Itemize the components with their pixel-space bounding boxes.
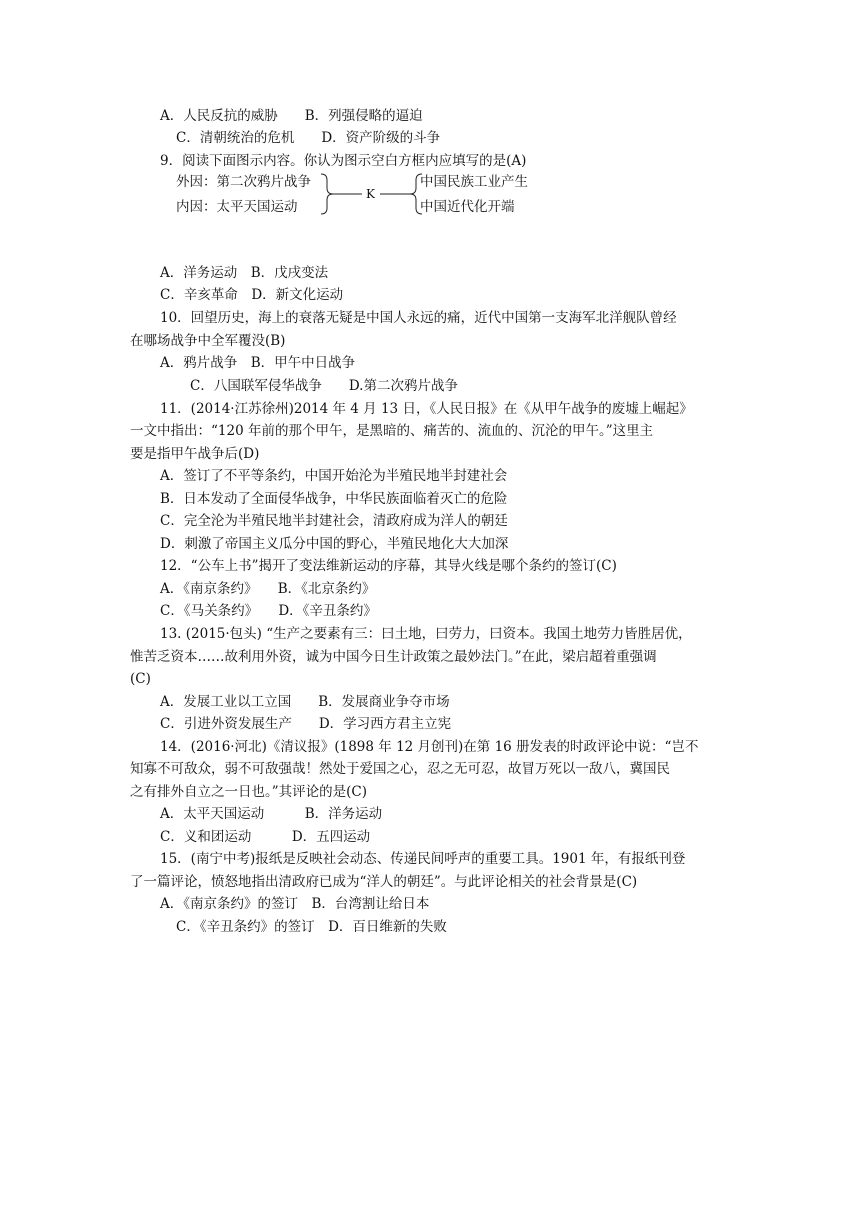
q15-stem-line1: 15．(南宁中考)报纸是反映社会动态、传递民间呼声的重要工具。1901 年，有报纸刊登 (160, 851, 686, 867)
q13-options-ab: A．发展工业以工立国 B．发展商业争夺市场 (160, 694, 450, 710)
q11-stem-line3: 要是指甲午战争后(D) (130, 446, 260, 462)
q11-option-a: A．签订了不平等条约，中国开始沦为半殖民地半封建社会 (160, 468, 508, 484)
q14-options-ab: A．太平天国运动 B．洋务运动 (160, 806, 383, 822)
q13-stem-line3: (C) (130, 671, 151, 687)
q11-stem-line1: 11．(2014·江苏徐州)2014 年 4 月 13 日，《人民日报》在《从甲午战争的废墟上崛起》 (160, 401, 693, 417)
q10-options-cd: C．八国联军侵华战争 D.第二次鸦片战争 (190, 378, 458, 394)
q14-stem-line1: 14．(2016·河北)《清议报》(1898 年 12 月创刊)在第 16 册发表的时政评论中说：“岂不 (160, 739, 699, 755)
q14-stem-line2: 知寡不可敌众，弱不可敌强哉！然处于爱国之心，忍之无可忍，故冒万死以一敌八，冀国民 (130, 761, 670, 777)
q11-stem-line2: 一文中指出：“120 年前的那个甲午，是黑暗的、痛苦的、流血的、沉沦的甲午。”这里主 (130, 423, 654, 439)
q15-stem-line2: 了一篇评论，愤怒地指出清政府已成为“洋人的朝廷”。与此评论相关的社会背景是(C) (130, 874, 638, 890)
q14-options-cd: C．义和团运动 D．五四运动 (160, 829, 371, 845)
q15-options-ab: A．《南京条约》的签订 B．台湾割让给日本 (160, 896, 430, 912)
q12-options-ab: A．《南京条约》 B．《北京条约》 (160, 581, 376, 597)
q11-option-d: D．刺激了帝国主义瓜分中国的野心，半殖民地化大大加深 (160, 536, 509, 552)
q10-stem-line2: 在哪场战争中全军覆没(B) (130, 333, 286, 349)
q9-inner-cause: 内因：太平天国运动 (176, 199, 298, 215)
q14-stem-line3: 之有排外自立之一日也。”其评论的是(C) (130, 784, 368, 800)
q9-center-box: K (366, 187, 375, 201)
q10-options-ab: A．鸦片战争 B．甲午中日战争 (160, 355, 356, 371)
q13-options-cd: C．引进外资发展生产 D．学习西方君主立宪 (160, 716, 452, 732)
q11-option-c: C．完全沦为半殖民地半封建社会，清政府成为洋人的朝廷 (160, 513, 508, 529)
q9-cause-effect-diagram (0, 0, 860, 230)
q12-stem: 12．“公车上书”揭开了变法维新运动的序幕，其导火线是哪个条约的签订(C) (160, 558, 617, 574)
q9-outer-cause: 外因：第二次鸦片战争 (176, 174, 311, 190)
q9-result-2: 中国近代化开端 (420, 199, 515, 215)
q9-stem: 9．阅读下面图示内容。你认为图示空白方框内应填写的是(A) (160, 153, 527, 169)
q13-stem-line2: 惟苦乏资本……故利用外资，诚为中国今日生计政策之最妙法门。”在此，梁启超着重强调 (130, 649, 657, 665)
q11-option-b: B．日本发动了全面侵华战争，中华民族面临着灭亡的危险 (160, 491, 508, 507)
q8-options-cd: C．清朝统治的危机 D．资产阶级的斗争 (176, 130, 441, 146)
q9-result-1: 中国民族工业产生 (420, 174, 528, 190)
q9-left-brace (321, 174, 333, 214)
q12-options-cd: C．《马关条约》 D．《辛丑条约》 (160, 603, 377, 619)
q15-options-cd: C．《辛丑条约》的签订 D．百日维新的失败 (176, 919, 447, 935)
q8-options-ab: A．人民反抗的威胁 B．列强侵略的逼迫 (160, 108, 423, 124)
q9-options-ab: A．洋务运动 B．戊戌变法 (160, 265, 329, 281)
q9-options-cd: C．辛亥革命 D．新文化运动 (160, 287, 344, 303)
q10-stem-line1: 10．回望历史，海上的衰落无疑是中国人永远的痛，近代中国第一支海军北洋舰队曾经 (160, 310, 677, 326)
q13-stem-line1: 13. (2015·包头) “生产之要素有三：曰土地，曰劳力，曰资本。我国土地劳力皆胜居优， (160, 626, 692, 642)
